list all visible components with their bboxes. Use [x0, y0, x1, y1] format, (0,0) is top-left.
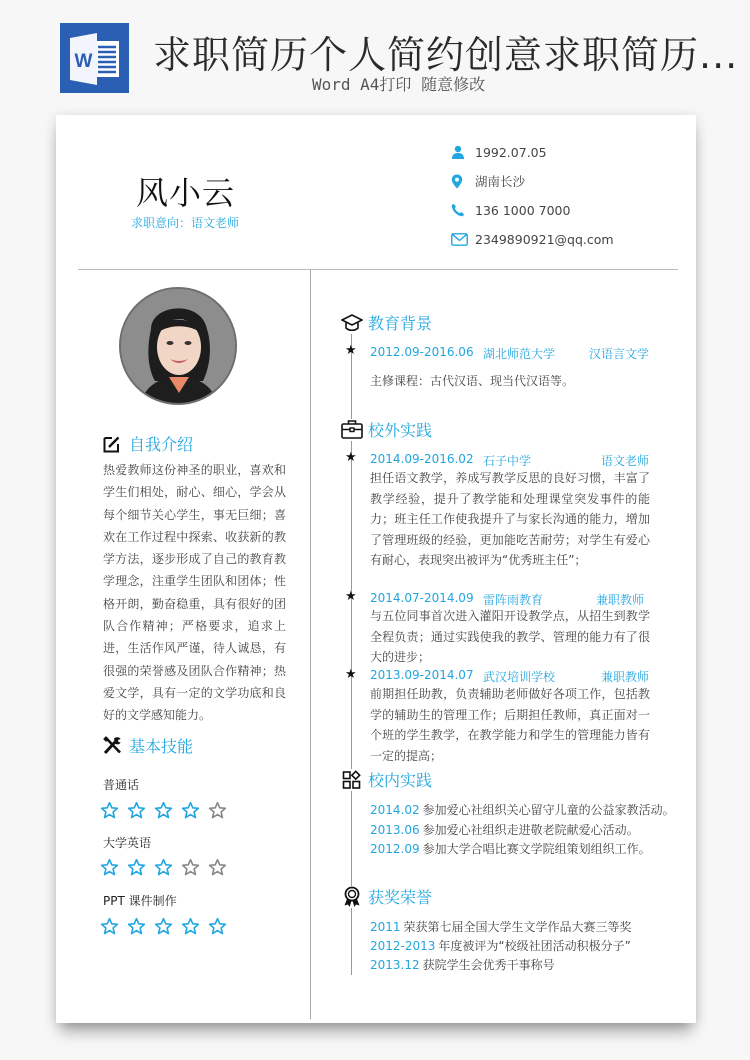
star-filled-icon — [127, 917, 146, 936]
banner — [0, 0, 750, 108]
education-section-title: 教育背景 — [340, 311, 432, 334]
star-filled-icon — [127, 801, 146, 820]
star-filled-icon — [208, 917, 227, 936]
practice-entry-head: 2013.09-2014.07 武汉培训学校 兼职教师 — [370, 668, 650, 684]
star-empty-icon — [181, 858, 200, 877]
apps-grid-icon — [340, 769, 364, 791]
contact-birthdate: 1992.07.05 — [451, 142, 547, 162]
column-divider — [310, 269, 311, 1019]
word-doc-icon — [60, 23, 129, 93]
document-subtitle: Word A4打印 随意修改 — [312, 75, 486, 94]
avatar — [119, 287, 237, 405]
timeline-star-icon: ★ — [345, 450, 357, 465]
star-filled-icon — [127, 858, 146, 877]
practice-entry-detail: 担任语文教学，养成写教学反思的良好习惯，丰富了教学经验，提升了教学能和处理课堂突发事件的能力；班主任工作使我提升了与家长沟通的能力，增加了管理班级的经验，更加能吃苦耐劳；对学生有爱心有耐心，表现突出被评为“优秀班主任”； — [370, 471, 650, 567]
star-filled-icon — [100, 917, 119, 936]
campus-practice-item: 2013.06 参加爱心社组织走进敬老院献爱心活动。 — [370, 823, 639, 837]
briefcase-icon — [340, 419, 364, 441]
star-filled-icon — [154, 858, 173, 877]
honors-section-title: 获奖荣誉 — [340, 885, 432, 908]
campus-practice-item: 2012.09 参加大学合唱比赛文学院组策划组织工作。 — [370, 842, 651, 856]
header-divider — [78, 269, 678, 270]
star-filled-icon — [100, 801, 119, 820]
honor-item: 2012-2013 年度被评为“校级社团活动积极分子” — [370, 939, 631, 953]
skill-name: 普通话 — [103, 778, 140, 792]
intro-section-title: 自我介绍 — [103, 432, 193, 455]
candidate-name: 风小云 — [136, 174, 236, 212]
award-medal-icon — [340, 886, 364, 908]
location-pin-icon — [451, 173, 471, 189]
skill-rating — [100, 801, 227, 820]
honor-item: 2013.12 获院学生会优秀干事称号 — [370, 958, 555, 972]
contact-phone: 136 1000 7000 — [451, 200, 570, 220]
education-entry-head: 2012.09-2016.06 湖北师范大学 汉语言文学 — [370, 345, 650, 361]
phone-icon — [451, 202, 471, 218]
skills-section-title: 基本技能 — [103, 734, 193, 757]
skill-rating — [100, 917, 227, 936]
star-filled-icon — [154, 801, 173, 820]
campus-practice-item: 2014.02 参加爱心社组织关心留守儿童的公益家教活动。 — [370, 803, 675, 817]
resume-page — [56, 115, 696, 1023]
skill-name: 大学英语 — [103, 836, 152, 850]
mail-icon — [451, 231, 471, 247]
star-filled-icon — [181, 801, 200, 820]
contact-email[interactable]: 2349890921@qq.com — [451, 229, 614, 249]
star-filled-icon — [181, 917, 200, 936]
timeline-star-icon: ★ — [345, 343, 357, 358]
honor-item: 2011 荣获第七届全国大学生文学作品大赛三等奖 — [370, 920, 632, 934]
tools-icon — [103, 736, 125, 756]
intro-text: 热爱教师这份神圣的职业，喜欢和学生们相处，耐心、细心，学会从每个细节关心学生，事无巨细；喜欢在工作过程中探索、收获新的教学方法，逐步形成了自己的教育教学理念，注重学生团队和团体；性格开朗，勤奋稳重，具有很好的团队合作精神；严格要求，追求上进，生活作风严谨，待人诚恳，有很强的荣誉感及团队合作精神；热爱文学，具有一定的文学功底和良好的文学感知能力。 — [103, 463, 286, 723]
star-filled-icon — [154, 917, 173, 936]
document-title: 求职简历个人简约创意求职简历... — [153, 33, 739, 77]
external-practice-section-title: 校外实践 — [340, 418, 432, 441]
star-filled-icon — [100, 858, 119, 877]
timeline-star-icon: ★ — [345, 667, 357, 682]
job-intent: 求职意向：语文老师 — [131, 216, 240, 230]
edit-icon — [103, 434, 125, 454]
skill-rating — [100, 858, 227, 877]
timeline-star-icon: ★ — [345, 589, 357, 604]
skill-name: PPT 课件制作 — [103, 894, 177, 908]
person-icon — [451, 144, 471, 160]
education-entry-detail: 主修课程：古代汉语、现当代汉语等。 — [370, 374, 575, 388]
practice-entry-detail: 与五位同事首次进入灌阳开设教学点，从招生到教学全程负责；通过实践使我的教学、管理的能力有了很大的进步； — [370, 609, 650, 664]
practice-entry-head: 2014.09-2016.02 石子中学 语文老师 — [370, 452, 650, 468]
practice-entry-detail: 前期担任助教，负责辅助老师做好各项工作，包括教学的辅助生的管理工作；后期担任教师，真正面对一个班的学生教学，在教学能力和学生的管理能力皆有一定的提高； — [370, 687, 650, 763]
practice-entry-head: 2014.07-2014.09 雷阵雨教育 兼职教师 — [370, 591, 645, 607]
contact-location: 湖南长沙 — [451, 171, 525, 191]
star-empty-icon — [208, 801, 227, 820]
campus-practice-section-title: 校内实践 — [340, 768, 432, 791]
star-empty-icon — [208, 858, 227, 877]
svg-text:W: W — [74, 51, 93, 72]
graduation-cap-icon — [340, 312, 364, 334]
